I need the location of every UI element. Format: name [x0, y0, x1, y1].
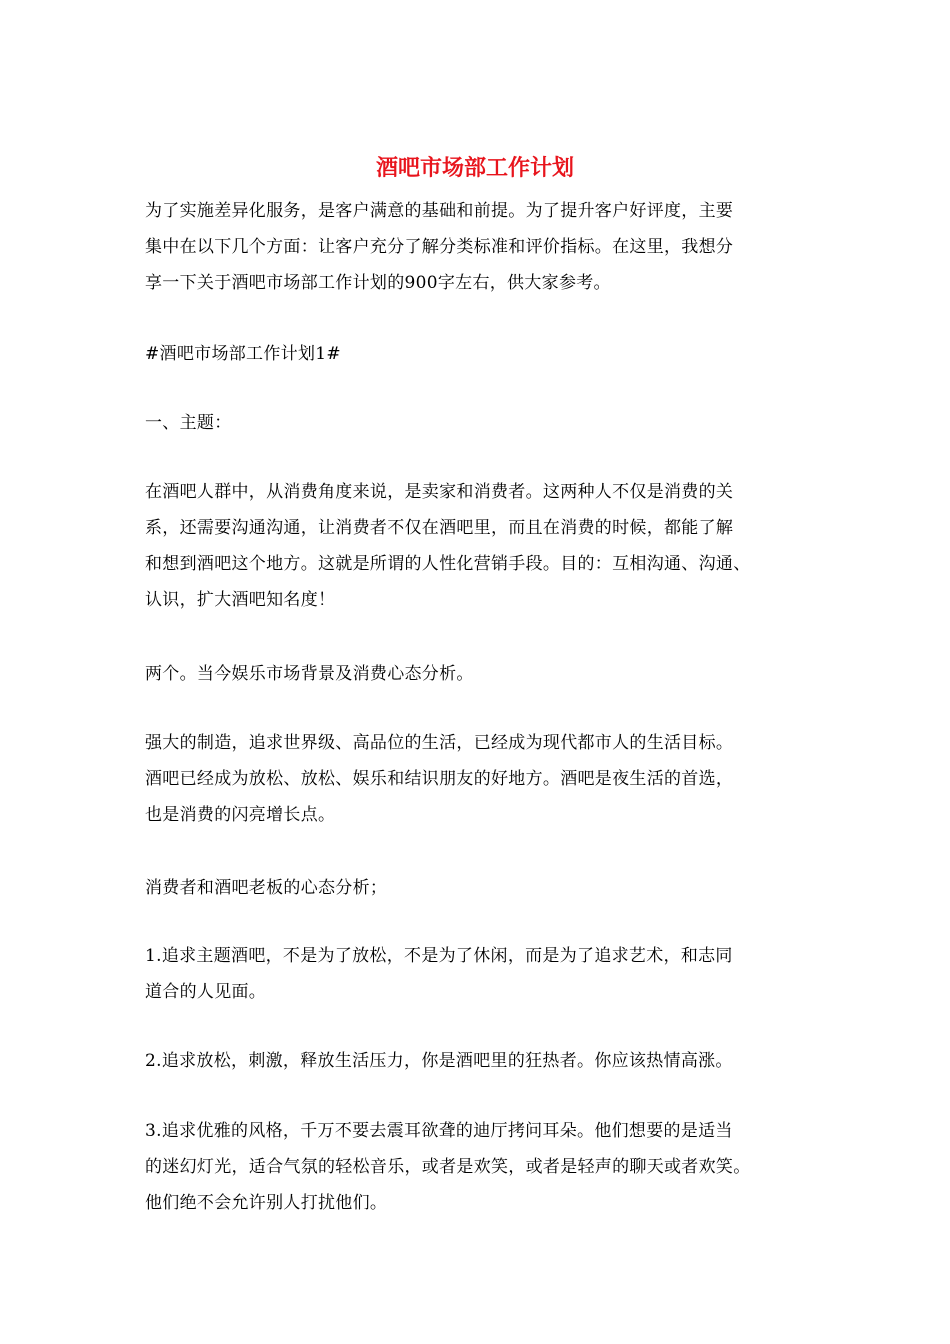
list-item-3-line: 的迷幻灯光，适合气氛的轻松音乐，或者是欢笑，或者是轻声的聊天或者欢笑。	[145, 1157, 751, 1177]
theme-line: 在酒吧人群中，从消费角度来说，是卖家和消费者。这两种人不仅是消费的关	[145, 482, 734, 502]
background-paragraph	[145, 725, 815, 833]
list-item-2	[145, 1043, 815, 1079]
theme-line: 系，还需要沟通沟通，让消费者不仅在酒吧里，而且在消费的时候，都能了解	[145, 518, 734, 538]
intro-line: 为了实施差异化服务，是客户满意的基础和前提。为了提升客户好评度，主要	[145, 201, 734, 221]
list-item-2-line: 2.追求放松，刺激，释放生活压力，你是酒吧里的狂热者。你应该热情高涨。	[145, 1051, 733, 1071]
background-line: 也是消费的闪亮增长点。	[145, 805, 336, 825]
heading-background-text: 两个。当今娱乐市场背景及消费心态分析。	[145, 664, 474, 684]
theme-line: 认识，扩大酒吧知名度！	[145, 590, 336, 610]
heading-mindset-text: 消费者和酒吧老板的心态分析；	[145, 878, 388, 898]
section-heading-text: #酒吧市场部工作计划1#	[145, 344, 341, 364]
list-item-3-line: 他们绝不会允许别人打扰他们。	[145, 1193, 388, 1213]
heading-mindset	[145, 870, 815, 906]
section-heading	[145, 336, 815, 372]
heading-theme-text: 一、主题：	[145, 413, 232, 433]
background-line: 强大的制造，追求世界级、高品位的生活，已经成为现代都市人的生活目标。	[145, 733, 734, 753]
list-item-3-line: 3.追求优雅的风格，千万不要去震耳欲聋的迪厅拷问耳朵。他们想要的是适当	[145, 1121, 733, 1141]
intro-line: 享一下关于酒吧市场部工作计划的900字左右，供大家参考。	[145, 273, 611, 293]
theme-line: 和想到酒吧这个地方。这就是所谓的人性化营销手段。目的：互相沟通、沟通、	[145, 554, 751, 574]
list-item-1-line: 道合的人见面。	[145, 982, 267, 1002]
list-item-1	[145, 938, 815, 1010]
list-item-1-line: 1.追求主题酒吧，不是为了放松，不是为了休闲，而是为了追求艺术，和志同	[145, 946, 733, 966]
document-title: 酒吧市场部工作计划	[375, 155, 574, 181]
intro-paragraph	[145, 193, 815, 301]
intro-line: 集中在以下几个方面：让客户充分了解分类标准和评价指标。在这里，我想分	[145, 237, 734, 257]
background-line: 酒吧已经成为放松、放松、娱乐和结识朋友的好地方。酒吧是夜生活的首选，	[145, 769, 734, 789]
theme-paragraph	[145, 474, 815, 618]
heading-theme	[145, 405, 815, 441]
heading-background	[145, 656, 815, 692]
list-item-3	[145, 1113, 815, 1221]
